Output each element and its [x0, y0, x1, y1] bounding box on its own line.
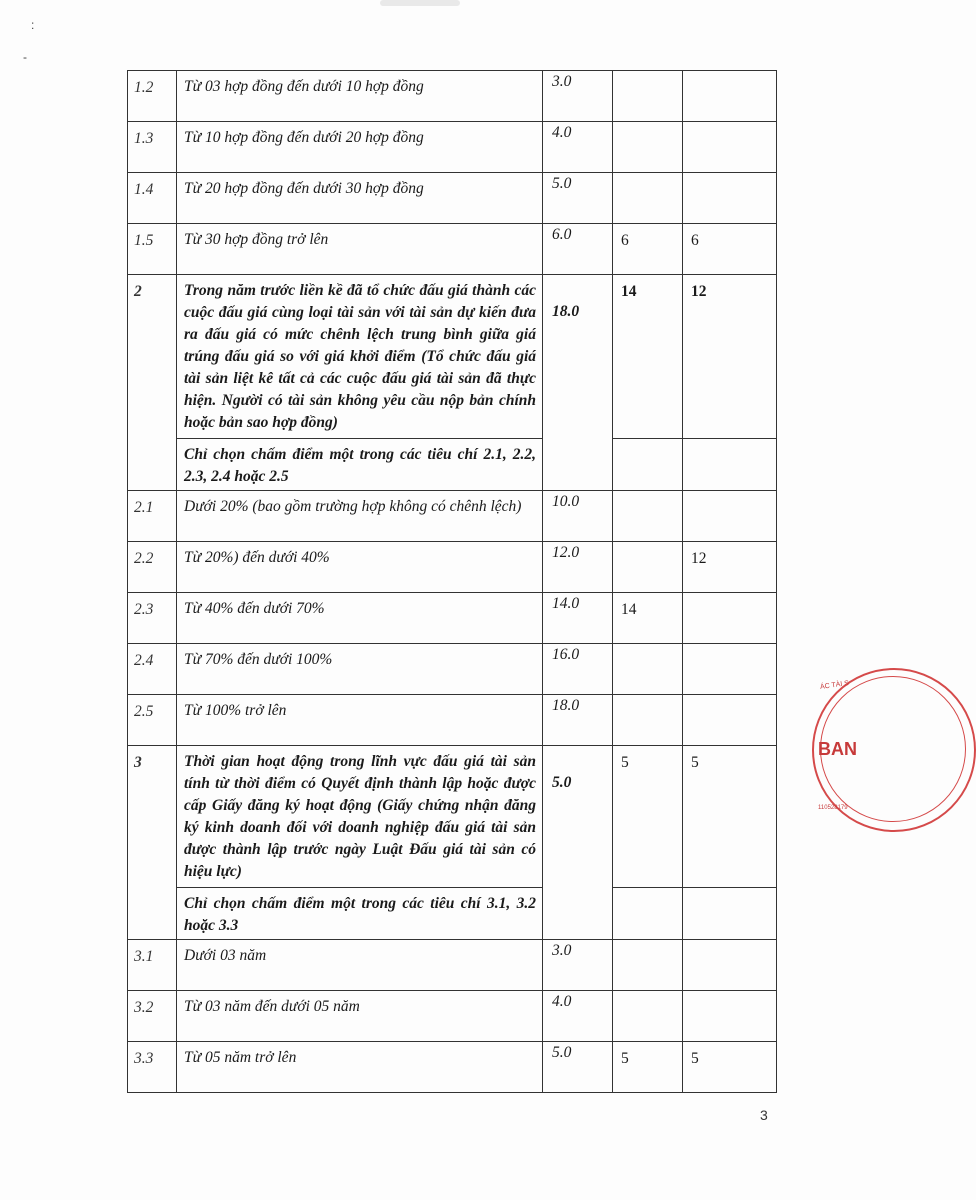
score-2: 5: [691, 754, 699, 771]
criterion-number-cell: [128, 644, 177, 695]
score-2: [683, 71, 776, 77]
criterion-text: Thời gian hoạt động trong lĩnh vực đấu giá tài sản tính từ thời điểm có Quyết định thành lập hoặc được cấp Giấy đăng ký hoạt động (Giấy chứng nhận đăng ký kinh doanh đối với doanh nghiệp đấu giá tài sản được thành lập trước ngày Luật Đấu giá tài sản có hiệu lực): [184, 753, 536, 880]
score-1-cell: [613, 1042, 683, 1093]
criterion-text: Dưới 03 năm: [184, 947, 267, 964]
criterion-note-cell: [177, 888, 543, 940]
criterion-number: 1.5: [134, 232, 154, 249]
criterion-number-cell: [128, 224, 177, 275]
criterion-number-cell: [128, 491, 177, 542]
max-points-cell: [543, 122, 613, 173]
score-2-cell: [683, 491, 777, 542]
criterion-number-cell: [128, 940, 177, 991]
score-2: [683, 173, 776, 179]
score-2: 6: [691, 232, 699, 249]
max-points-cell: [543, 644, 613, 695]
table-row: [128, 71, 777, 122]
score-2-cell: [683, 746, 777, 888]
criterion-text-cell: [177, 695, 543, 746]
table-row: [128, 224, 777, 275]
max-points: 4.0: [552, 124, 572, 141]
max-points: 10.0: [552, 493, 580, 510]
max-points: 3.0: [552, 73, 572, 90]
criterion-text: Từ 30 hợp đồng trở lên: [184, 231, 329, 248]
max-points: 12.0: [552, 544, 580, 561]
criterion-text-cell: [177, 593, 543, 644]
criterion-text: Từ 70% đến dưới 100%: [184, 651, 333, 668]
table-row: [128, 173, 777, 224]
max-points: 4.0: [552, 993, 572, 1010]
score-1-cell: [613, 439, 683, 491]
max-points-cell: [543, 542, 613, 593]
table-row: [128, 940, 777, 991]
criterion-text: Từ 03 hợp đồng đến dưới 10 hợp đồng: [184, 78, 424, 95]
score-1: [613, 644, 682, 650]
table-row: [128, 746, 777, 888]
max-points-cell: [543, 491, 613, 542]
score-1-cell: [613, 71, 683, 122]
score-1-cell: [613, 888, 683, 940]
table-row: [128, 1042, 777, 1093]
corner-mark-bottom: -: [23, 50, 27, 64]
table-row: [128, 275, 777, 439]
criterion-number: 2: [134, 283, 142, 300]
criterion-number-cell: [128, 1042, 177, 1093]
score-1: [613, 491, 682, 497]
criterion-number: 3.1: [134, 948, 154, 965]
max-points-cell: [543, 695, 613, 746]
score-1: [613, 940, 682, 946]
max-points: 6.0: [552, 226, 572, 243]
criterion-text: Từ 03 năm đến dưới 05 năm: [184, 998, 360, 1015]
score-2-cell: [683, 275, 777, 439]
table-row: [128, 122, 777, 173]
table-row-note: [128, 439, 777, 491]
score-1: 14: [621, 601, 637, 618]
score-1-cell: [613, 746, 683, 888]
criterion-text-cell: [177, 991, 543, 1042]
table-row: [128, 644, 777, 695]
criterion-number: 3.2: [134, 999, 154, 1016]
score-2-cell: [683, 173, 777, 224]
criterion-text-cell: [177, 542, 543, 593]
stamp-center-text: BAN: [818, 739, 857, 759]
score-1-cell: [613, 275, 683, 439]
criterion-text-cell: [177, 746, 543, 888]
max-points-cell: [543, 275, 613, 491]
criterion-number-cell: [128, 746, 177, 940]
score-1-cell: [613, 122, 683, 173]
score-1-cell: [613, 173, 683, 224]
score-2: [683, 991, 776, 997]
max-points: 16.0: [552, 646, 580, 663]
score-2: [683, 593, 776, 599]
criterion-text-cell: [177, 940, 543, 991]
max-points-cell: [543, 173, 613, 224]
score-2-cell: [683, 1042, 777, 1093]
criterion-text-cell: [177, 1042, 543, 1093]
score-2-cell: [683, 695, 777, 746]
score-1-cell: [613, 991, 683, 1042]
score-2-cell: [683, 644, 777, 695]
criterion-number: 2.5: [134, 703, 154, 720]
criterion-text-cell: [177, 491, 543, 542]
page-number: 3: [760, 1107, 768, 1123]
criterion-number: 3.3: [134, 1050, 154, 1067]
criterion-note: Chỉ chọn chấm điểm một trong các tiêu chí 3.1, 3.2 hoặc 3.3: [184, 895, 536, 934]
score-2-cell: [683, 542, 777, 593]
criterion-number: 2.3: [134, 601, 154, 618]
score-1-cell: [613, 491, 683, 542]
table-row: [128, 542, 777, 593]
score-2-cell: [683, 224, 777, 275]
score-2-cell: [683, 991, 777, 1042]
score-1-cell: [613, 593, 683, 644]
criterion-text-cell: [177, 275, 543, 439]
score-2-cell: [683, 122, 777, 173]
criterion-number: 1.4: [134, 181, 154, 198]
score-2: 12: [691, 283, 707, 300]
criterion-number-cell: [128, 695, 177, 746]
criterion-number: 3: [134, 754, 142, 771]
score-2: [683, 940, 776, 946]
criterion-number-cell: [128, 275, 177, 491]
score-2-cell: [683, 439, 777, 491]
criterion-number: 1.3: [134, 130, 154, 147]
criterion-text-cell: [177, 173, 543, 224]
table-row: [128, 991, 777, 1042]
criterion-text: Từ 20 hợp đồng đến dưới 30 hợp đồng: [184, 180, 424, 197]
score-1-cell: [613, 644, 683, 695]
max-points-cell: [543, 593, 613, 644]
criterion-text: Từ 100% trở lên: [184, 702, 287, 719]
score-1: [613, 173, 682, 179]
max-points-cell: [543, 991, 613, 1042]
score-2: [683, 644, 776, 650]
criterion-text-cell: [177, 71, 543, 122]
max-points: 18.0: [552, 303, 580, 320]
score-1: 6: [621, 232, 629, 249]
max-points: 14.0: [552, 595, 580, 612]
score-1: 5: [621, 754, 629, 771]
score-2: [683, 695, 776, 701]
criterion-text: Từ 40% đến dưới 70%: [184, 600, 325, 617]
criterion-number: 2.2: [134, 550, 154, 567]
score-1: 5: [621, 1050, 629, 1067]
criterion-text: Dưới 20% (bao gồm trường hợp không có chênh lệch): [184, 498, 522, 515]
criterion-text-cell: [177, 644, 543, 695]
stamp-top-text: ÁC TÀI S: [819, 680, 850, 691]
score-1: [613, 122, 682, 128]
criterion-number: 1.2: [134, 79, 154, 96]
criterion-text: Từ 20%) đến dưới 40%: [184, 549, 330, 566]
criterion-text-cell: [177, 224, 543, 275]
score-1: [613, 71, 682, 77]
table-row: [128, 695, 777, 746]
table-row: [128, 491, 777, 542]
criterion-text: Trong năm trước liền kề đã tổ chức đấu giá thành các cuộc đấu giá cùng loại tài sản với tài sản dự kiến đưa ra đấu giá có mức chênh lệch trung bình giữa giá trúng đấu giá so với giá khởi điểm (Tổ chức đấu giá tài sản liệt kê tất cả các cuộc đấu giá tài sản đã thực hiện. Người có tài sản không yêu cầu nộp bản chính hoặc bản sao hợp đồng): [184, 282, 536, 431]
score-1-cell: [613, 224, 683, 275]
company-seal-stamp: [812, 668, 857, 828]
max-points-cell: [543, 746, 613, 940]
corner-mark-top: :: [31, 18, 35, 32]
score-2: 12: [691, 550, 707, 567]
stamp-bottom-text: 110528179: [818, 805, 848, 811]
max-points: 5.0: [552, 1044, 572, 1061]
max-points-cell: [543, 1042, 613, 1093]
criterion-number-cell: [128, 542, 177, 593]
score-1-cell: [613, 940, 683, 991]
score-2: [683, 491, 776, 497]
max-points-cell: [543, 71, 613, 122]
criterion-number: 2.4: [134, 652, 154, 669]
criterion-text: Từ 10 hợp đồng đến dưới 20 hợp đồng: [184, 129, 424, 146]
criterion-number-cell: [128, 173, 177, 224]
score-2: 5: [691, 1050, 699, 1067]
score-2-cell: [683, 71, 777, 122]
criterion-number-cell: [128, 991, 177, 1042]
max-points: 5.0: [552, 175, 572, 192]
score-1-cell: [613, 542, 683, 593]
criterion-number: 2.1: [134, 499, 154, 516]
criterion-number-cell: [128, 122, 177, 173]
score-2: [683, 122, 776, 128]
score-2-cell: [683, 940, 777, 991]
max-points-cell: [543, 224, 613, 275]
score-1: [613, 695, 682, 701]
score-1: 14: [621, 283, 637, 300]
criterion-text-cell: [177, 122, 543, 173]
max-points: 5.0: [552, 774, 572, 791]
score-1: [613, 991, 682, 997]
scoring-table: [127, 70, 777, 1093]
criterion-note: Chỉ chọn chấm điểm một trong các tiêu chí 2.1, 2.2, 2.3, 2.4 hoặc 2.5: [184, 446, 536, 485]
criterion-number-cell: [128, 71, 177, 122]
score-2-cell: [683, 593, 777, 644]
max-points: 3.0: [552, 942, 572, 959]
table-row: [128, 593, 777, 644]
max-points-cell: [543, 940, 613, 991]
table-row-note: [128, 888, 777, 940]
scan-artifact: [380, 0, 460, 6]
criterion-text: Từ 05 năm trở lên: [184, 1049, 297, 1066]
criterion-note-cell: [177, 439, 543, 491]
score-2-cell: [683, 888, 777, 940]
score-1: [613, 542, 682, 548]
max-points: 18.0: [552, 697, 580, 714]
criterion-number-cell: [128, 593, 177, 644]
score-1-cell: [613, 695, 683, 746]
